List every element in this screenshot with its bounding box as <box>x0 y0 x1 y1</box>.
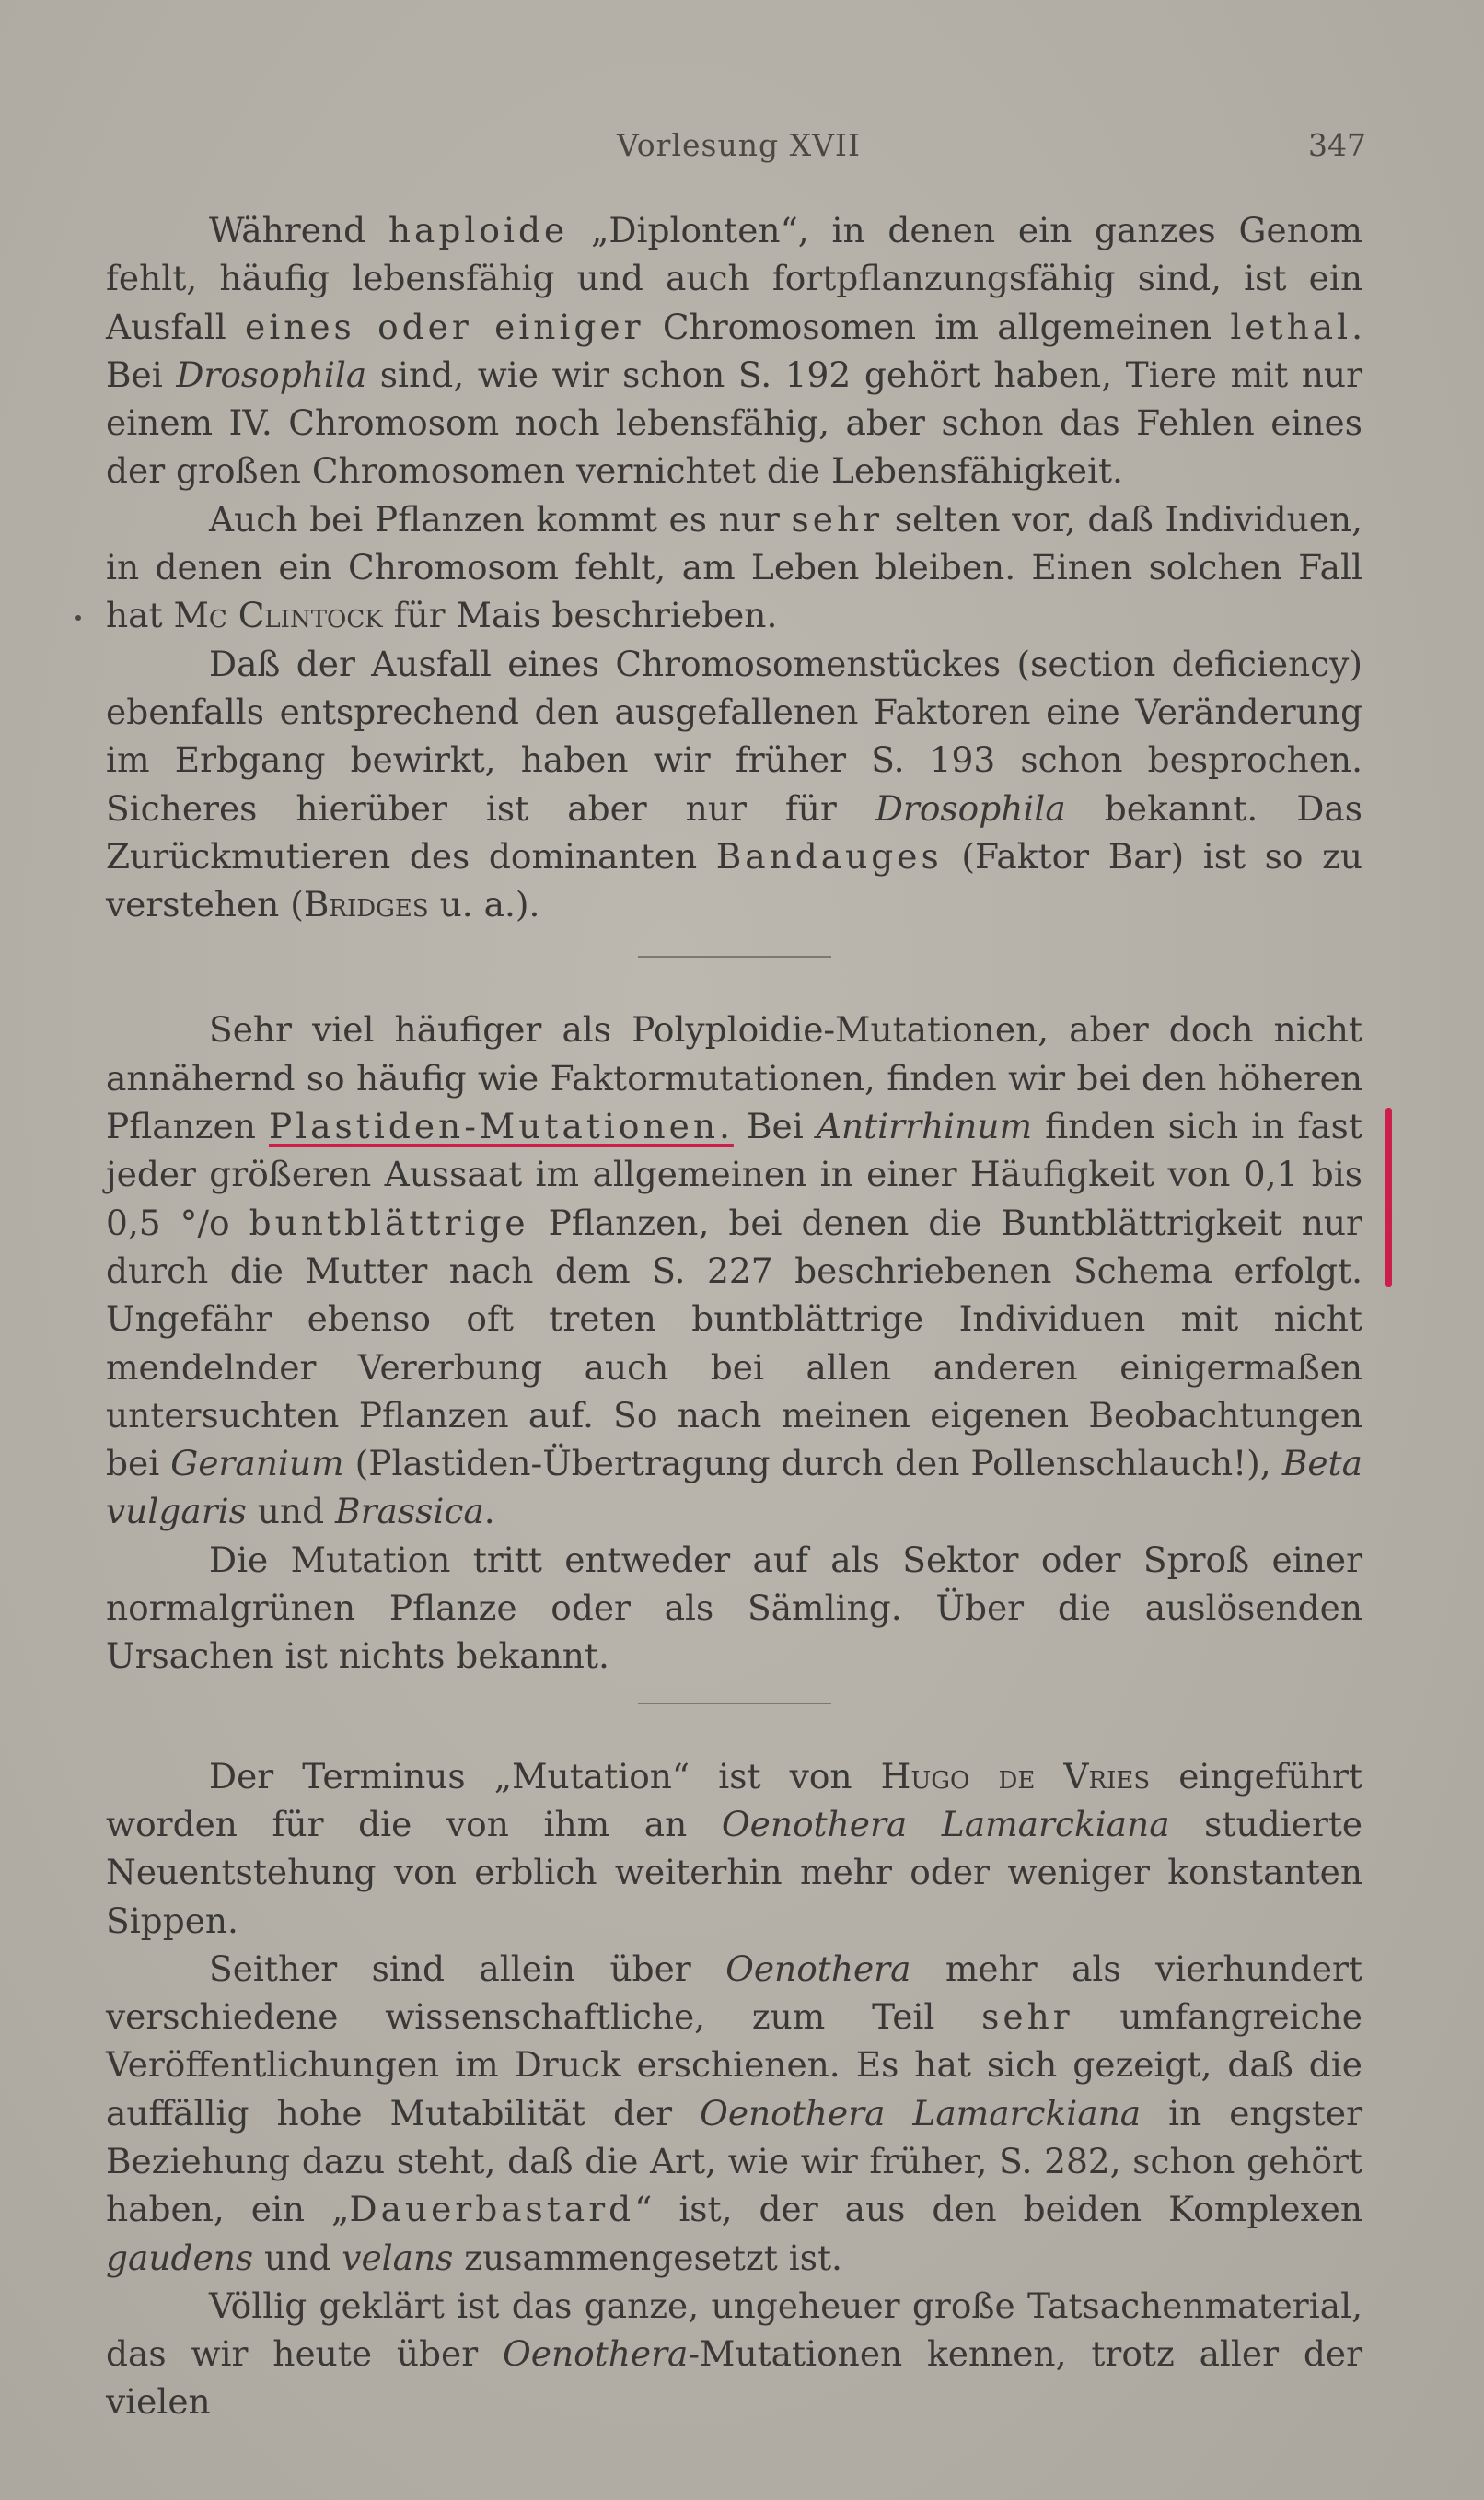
paragraph-mutation-sektor: Die Mutation tritt entweder auf als Sektor oder Sproß einer normalgrünen Pflanze oder als Sämling. Über die auslösenden Ursachen ist nichts bekannt. <box>106 1539 1362 1677</box>
paragraph-pflanzen: Auch bei Pflanzen kommt es nur sehr selten vor, daß Individuen, in denen ein Chromosom fehlt, am Leben bleiben. Einen solchen Fall hat Mc Clintock für Mais beschrieben. <box>106 498 1362 636</box>
section-divider <box>638 956 831 958</box>
page-number: 347 <box>1308 127 1366 163</box>
margin-dot-mark <box>75 615 81 621</box>
red-margin-annotation-bar <box>1385 1108 1392 1287</box>
running-title: Vorlesung XVII <box>617 127 861 163</box>
paragraph-terminus-mutation: Der Terminus „Mutation“ ist von Hugo de Vries eingeführt worden für die von ihm an Oenothera Lamarckiana studierte Neuentstehung von erblich weiterhin mehr oder weniger konstanten Sippen. <box>106 1755 1363 1941</box>
body-text <box>106 206 1362 2426</box>
paragraph-plastiden-mutationen: Sehr viel häufiger als Polyploidie-Mutationen, aber doch nicht annähernd so häufig wie Faktormutationen, finden wir bei den höheren Pflanzen Plastiden-Mutationen. Bei Antirrhinum finden sich in fast jeder größeren Aussaat im allgemeinen in einer Häufigkeit von 0,1 bis 0,5 °/o buntblättrige Pflanzen, bei denen die Buntblättrigkeit nur durch die Mutter nach dem S. 227 beschriebenen Schema erfolgt. Ungefähr ebenso oft treten buntblättrige Individuen mit nicht mendelnder Vererbung auch bei allen anderen einigermaßen untersuchten Pflanzen auf. So nach meinen eigenen Beobachtungen bei Geranium (Plastiden-Übertragung durch den Pollenschlauch!), Beta vulgaris und Brassica. <box>106 1009 1362 1532</box>
paragraph-voellig-geklaert: Völlig geklärt ist das ganze, ungeheuer große Tatsachenmaterial, das wir heute über Oenothera-Mutationen kennen, trotz aller der vielen <box>106 2285 1362 2423</box>
running-header <box>106 127 1366 173</box>
section-divider <box>638 1703 831 1704</box>
underlined-term: Plastiden-Mutationen. <box>268 1106 734 1147</box>
paragraph-haploide: Während haploide „Diplonten“, in denen ein ganzes Genom fehlt, häufig lebensfähig und auch fortpflanzungsfähig sind, ist ein Ausfall eines oder einiger Chromosomen im allgemeinen lethal. Bei Drosophila sind, wie wir schon S. 192 gehört haben, Tiere mit nur einem IV. Chromosom noch lebensfähig, aber schon das Fehlen eines der großen Chromosomen vernichtet die Lebensfähigkeit. <box>106 210 1362 492</box>
paragraph-oenothera-veroeffentlichungen: Seither sind allein über Oenothera mehr als vierhundert verschiedene wissenschaftliche, zum Teil sehr umfangreiche Veröffentlichungen im Druck erschienen. Es hat sich gezeigt, daß die auffällig hohe Mutabilität der Oenothera Lamarckiana in engster Beziehung dazu steht, daß die Art, wie wir früher, S. 282, schon gehört haben, ein „Dauerbastard“ ist, der aus den beiden Komplexen gaudens und velans zusammengesetzt ist. <box>106 1948 1363 2278</box>
paragraph-section-deficiency: Daß der Ausfall eines Chromosomenstückes (section deficiency) ebenfalls entsprechend den ausgefallenen Faktoren eine Veränderung im Erbgang bewirkt, haben wir früher S. 193 schon besprochen. Sicheres hierüber ist aber nur für Drosophila bekannt. Das Zurückmutieren des dominanten Bandauges (Faktor Bar) ist so zu verstehen (Bridges u. a.). <box>106 643 1362 925</box>
